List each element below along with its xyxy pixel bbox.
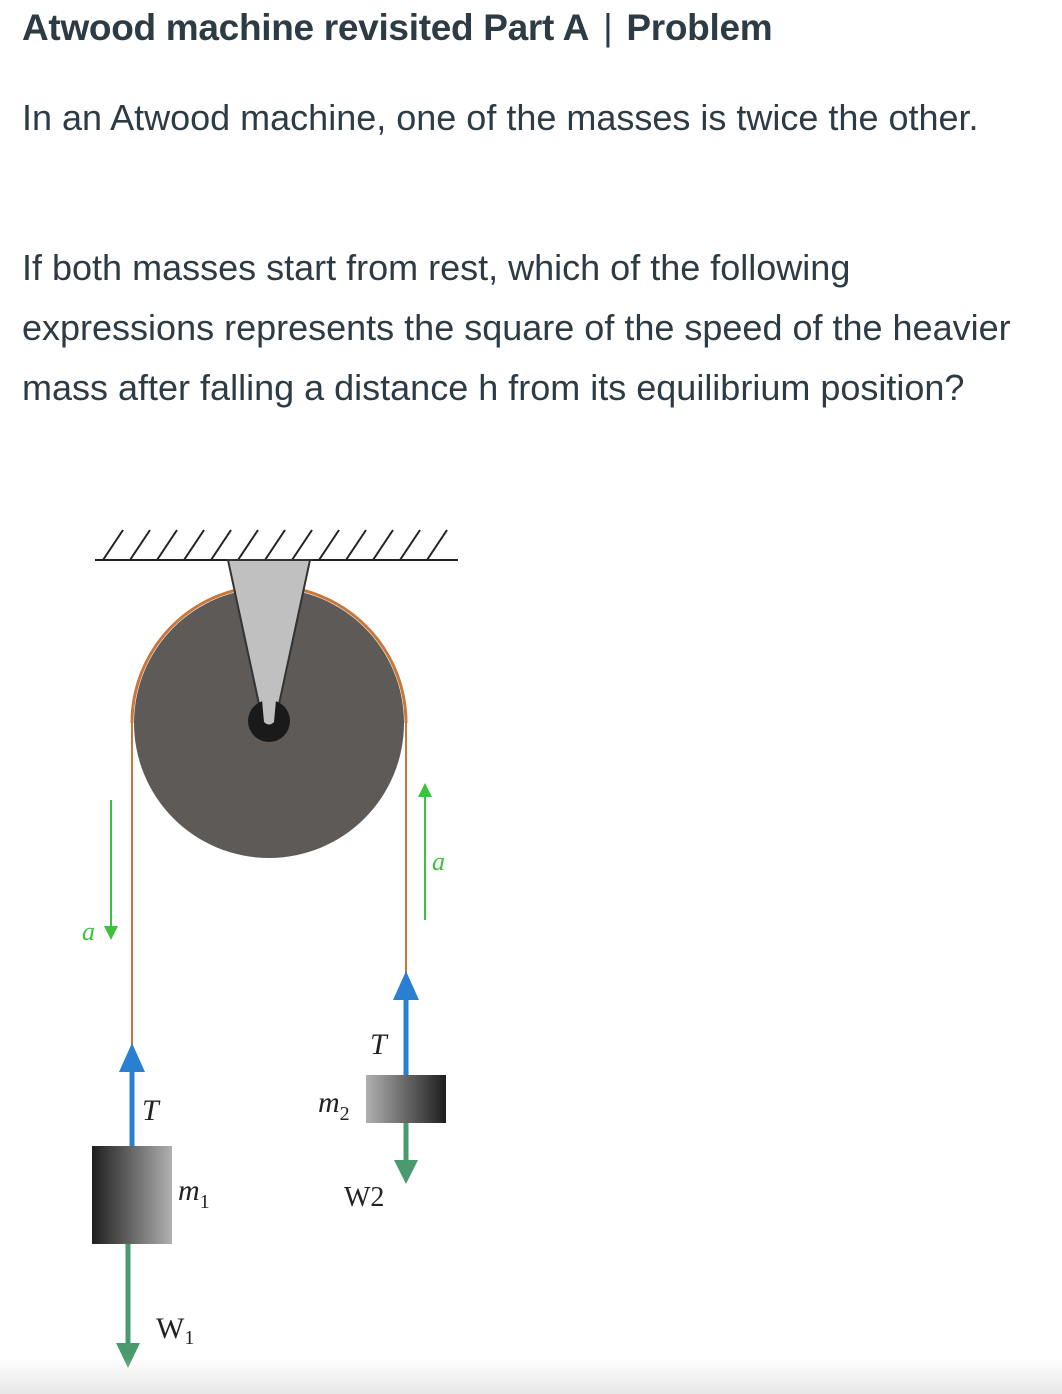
ceiling (95, 530, 458, 560)
mass2-subscript: 2 (339, 1103, 350, 1125)
right-tension-label: T (370, 1028, 387, 1061)
title-section: Problem (626, 7, 773, 48)
weight1-subscript: 1 (184, 1327, 195, 1349)
weight2-label: W2 (344, 1182, 385, 1213)
question-prompt: If both masses start from rest, which of the following expressions represents the square of the speed of the heavier mass after falling a distance h from its equilibrium position? (22, 247, 1011, 408)
right-tension-arrow (393, 971, 419, 1075)
mass1-symbol: m (178, 1174, 200, 1207)
mass2-block (366, 1075, 446, 1123)
mass1-label (178, 1174, 210, 1213)
mass2-label (318, 1086, 350, 1125)
left-acceleration-arrow (104, 800, 118, 940)
right-acceleration-arrow (418, 783, 432, 920)
mass1-subscript: 1 (199, 1191, 210, 1213)
pulley (132, 560, 406, 858)
question-intro: In an Atwood machine, one of the masses is twice the other. (22, 97, 979, 138)
mass2-symbol: m (318, 1086, 340, 1119)
left-tension-label: T (142, 1094, 159, 1127)
bottom-fade (0, 1358, 1062, 1394)
left-acceleration-label: a (82, 917, 95, 946)
weight2-arrow (394, 1123, 418, 1184)
title-text: Atwood machine revisited Part A (22, 7, 590, 48)
page-title (22, 4, 772, 52)
weight1-letter: W (156, 1312, 185, 1345)
weight1-arrow (116, 1244, 140, 1368)
mass1-block (92, 1146, 172, 1244)
title-separator: | (603, 7, 613, 48)
atwood-machine-diagram (0, 510, 520, 1394)
right-acceleration-label: a (432, 847, 445, 876)
weight1-label (156, 1312, 194, 1349)
